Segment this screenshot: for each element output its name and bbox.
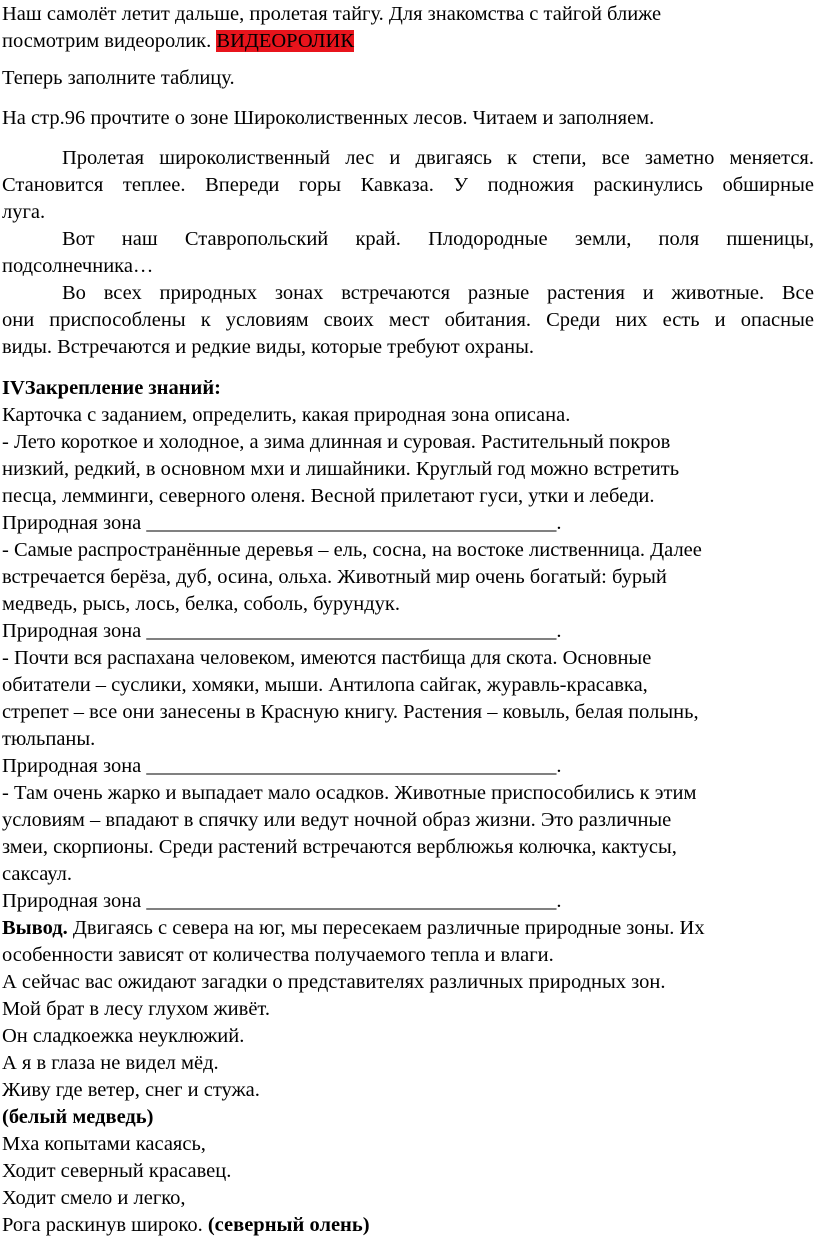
- text: Рога раскинув широко.: [2, 1214, 208, 1236]
- conclusion: особенности зависят от количества получаемого тепла и влаги.: [2, 944, 554, 966]
- answer-line: Природная зона ________________________________________.: [2, 620, 562, 642]
- paragraph-line: Вот наш Ставропольский край. Плодородные земли, поля пшеницы,: [62, 228, 814, 250]
- paragraph-line: [2, 28, 354, 55]
- section-heading: [2, 375, 221, 402]
- riddle-line: Мха копытами касаясь,: [2, 1133, 206, 1155]
- paragraph-line: [2, 1, 661, 28]
- card-text: - Самые распространённые деревья – ель, сосна, на востоке лиственница. Далее: [2, 539, 702, 561]
- paragraph-line: Во всех природных зонах встречаются разные растения и животные. Все: [62, 282, 814, 304]
- text: посмотрим видеоролик.: [2, 30, 217, 52]
- card-text: тюльпаны.: [2, 728, 96, 750]
- paragraph-line: они приспособлены к условиям своих мест обитания. Среди них есть и опасные: [2, 309, 814, 331]
- card-text: условиям – впадают в спячку или ведут ночной образ жизни. Это различные: [2, 809, 672, 831]
- paragraph-line: луга.: [2, 201, 46, 223]
- text: Наш самолёт летит дальше, пролетая тайгу. Для знакомства с тайгой ближе: [2, 3, 662, 25]
- answer-text: (северный олень): [207, 1214, 370, 1236]
- riddle-line: А я в глаза не видел мёд.: [2, 1052, 219, 1074]
- paragraph-line: Пролетая широколиственный лес и двигаясь к степи, все заметно меняется.: [62, 147, 814, 169]
- card-text: саксаул.: [2, 863, 73, 885]
- riddle-line: Мой брат в лесу глухом живёт.: [2, 998, 270, 1020]
- paragraph-line: На стр.96 прочтите о зоне Широколиственных лесов. Читаем и заполняем.: [2, 107, 655, 129]
- card-text: встречается берёза, дуб, осина, ольха. Животный мир очень богатый: бурый: [2, 566, 667, 588]
- riddle-line: [2, 1212, 370, 1239]
- paragraph-line: Становится теплее. Впереди горы Кавказа. У подножия раскинулись обширные: [2, 174, 814, 196]
- card-text: песца, лемминги, северного оленя. Весной прилетают гуси, утки и лебеди.: [2, 485, 655, 507]
- answer-text: (белый медведь): [2, 1106, 154, 1128]
- riddle-line: Ходит смело и легко,: [2, 1187, 186, 1209]
- paragraph-line: подсолнечника…: [2, 255, 154, 277]
- card-text: стрепет – все они занесены в Красную книгу. Растения – ковыль, белая полынь,: [2, 701, 699, 723]
- card-intro: Карточка с заданием, определить, какая природная зона описана.: [2, 404, 571, 426]
- card-text: низкий, редкий, в основном мхи и лишайники. Круглый год можно встретить: [2, 458, 680, 480]
- riddle-line: Ходит северный красавец.: [2, 1160, 232, 1182]
- riddles-intro: А сейчас вас ожидают загадки о представителях различных природных зон.: [2, 971, 666, 993]
- answer-line: Природная зона ________________________________________.: [2, 890, 562, 912]
- card-text: - Почти вся распахана человеком, имеются пастбища для скота. Основные: [2, 647, 652, 669]
- riddle-line: Он сладкоежка неуклюжий.: [2, 1025, 245, 1047]
- card-text: медведь, рысь, лось, белка, соболь, бурундук.: [2, 593, 400, 615]
- card-text: - Лето короткое и холодное, а зима длинная и суровая. Растительный покров: [2, 431, 671, 453]
- answer-line: Природная зона ________________________________________.: [2, 512, 562, 534]
- text: Двигаясь с севера на юг, мы пересекаем различные природные зоны. Их: [67, 917, 705, 939]
- paragraph-line: виды. Встречаются и редкие виды, которые требуют охраны.: [2, 336, 534, 358]
- video-link[interactable]: ВИДЕОРОЛИК: [216, 30, 354, 52]
- conclusion-label: Вывод.: [2, 917, 68, 939]
- answer-line: Природная зона ________________________________________.: [2, 755, 562, 777]
- card-text: змеи, скорпионы. Среди растений встречаются верблюжья колючка, кактусы,: [2, 836, 677, 858]
- paragraph-line: Теперь заполните таблицу.: [2, 67, 235, 89]
- card-text: обитатели – суслики, хомяки, мыши. Антилопа сайгак, журавль-красавка,: [2, 674, 648, 696]
- riddle-line: Живу где ветер, снег и стужа.: [2, 1079, 260, 1101]
- riddle-answer: [2, 1104, 153, 1131]
- conclusion: [2, 915, 705, 942]
- heading-text: IVЗакрепление знаний:: [2, 377, 221, 399]
- card-text: - Там очень жарко и выпадает мало осадков. Животные приспособились к этим: [2, 782, 697, 804]
